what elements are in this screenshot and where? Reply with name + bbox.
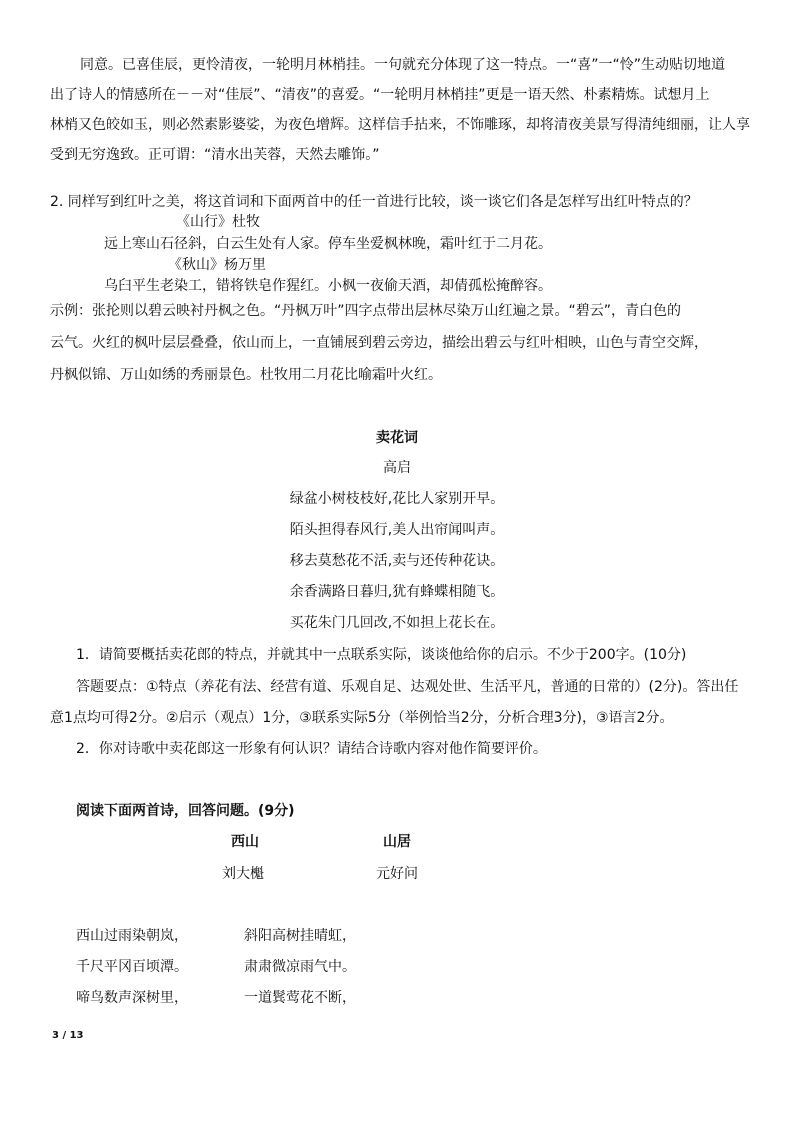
poem-maihua-line-4: 余香满路日暮归,犹有蜂蝶相随飞。 xyxy=(289,584,505,600)
poem-shanju-line-1: 斜阳高树挂晴虹， xyxy=(244,928,356,944)
poem-xishan-line-1: 西山过雨染朝岚， xyxy=(76,928,188,944)
maihua-answer-line-2: 意1点均可得2分。②启示（观点）1分，③联系实际5分（举例恰当2分，分析合理3分)，③语言2分。 xyxy=(50,710,674,726)
poem-shanju-title: 山居 xyxy=(383,834,411,850)
poem-maihua-line-5: 买花朱门几回改,不如担上花长在。 xyxy=(289,615,505,631)
poem-shanju-line-3: 一道鬂莺花不断， xyxy=(244,990,356,1006)
poem-qiushan-title: 《秋山》杨万里 xyxy=(168,257,266,273)
page-number: 3 / 13 xyxy=(52,1030,84,1041)
poem-maihua-line-2: 陌头担得春风行,美人出帘闻叫声。 xyxy=(289,522,505,538)
poem-maihua-author: 高启 xyxy=(383,460,411,476)
example-line-1: 示例：张抡则以碧云映衬丹枫之色。“丹枫万叶”四字点带出层林尽染万山红遍之景。“碧云”，青白色的 xyxy=(50,303,682,319)
intro-line-3: 林梢又色皎如玉，则必然素影婆娑，为夜色增辉。这样信手拈来，不饰雕琢，却将清夜美景写得清纯细丽，让人享 xyxy=(50,117,750,133)
reading-heading: 阅读下面两首诗，回答问题。(9分) xyxy=(76,803,295,819)
maihua-question-2: 2．你对诗歌中卖花郎这一形象有何认识？请结合诗歌内容对他作简要评价。 xyxy=(76,741,547,757)
example-line-2: 云气。火红的枫叶层层叠叠，依山而上，一直铺展到碧云旁边，描绘出碧云与红叶相映，山色与青空交辉， xyxy=(50,335,708,351)
poem-maihua-line-1: 绿盆小树枝枝好,花比人家别开早。 xyxy=(289,491,505,507)
poem-qiushan-text: 乌臼平生老染工，错将铁皂作猩红。小枫一夜偷天酒，却倩孤松掩醉容。 xyxy=(104,278,552,294)
poem-xishan-line-2: 千尺平冈百顷潭。 xyxy=(76,959,188,975)
poem-xishan-line-3: 啼鸟数声深树里， xyxy=(76,990,188,1006)
maihua-answer-line-1: 答题要点：①特点（养花有法、经营有道、乐观自足、达观处世、生活平凡，普通的日常的）(2分)。答出任 xyxy=(76,679,739,695)
poem-shanxing-title: 《山行》杜牧 xyxy=(176,214,260,230)
poem-xishan-author: 刘大櫆 xyxy=(222,866,264,882)
poem-shanxing-text: 远上寒山石径斜，白云生处有人家。停车坐爱枫林晚，霜叶红于二月花。 xyxy=(104,236,552,252)
poem-maihua-line-3: 移去莫愁花不活,卖与还传种花诀。 xyxy=(289,553,505,569)
maihua-question-1: 1．请简要概括卖花郎的特点，并就其中一点联系实际，谈谈他给你的启示。不少于200字。(10分) xyxy=(76,647,687,663)
intro-line-4: 受到无穷逸致。正可谓：“清水出芙蓉，天然去雕饰。” xyxy=(50,147,380,163)
poem-shanju-line-2: 肃肃微凉雨气中。 xyxy=(244,959,356,975)
intro-line-2: 出了诗人的情感所在－－对“佳辰”、“清夜”的喜爱。“一轮明月林梢挂”更是一语天然、朴素精炼。试想月上 xyxy=(50,87,710,103)
poem-shanju-author: 元好问 xyxy=(376,866,418,882)
poem-maihua-title: 卖花词 xyxy=(376,430,418,446)
intro-line-1: 同意。已喜佳辰，更怜清夜，一轮明月林梢挂。一句就充分体现了这一特点。一“喜”一“怜”生动贴切地道 xyxy=(80,57,726,73)
question-2-prompt: 2. 同样写到红叶之美，将这首词和下面两首中的任一首进行比较，谈一谈它们各是怎样写出红叶特点的？ xyxy=(50,194,698,210)
example-line-3: 丹枫似锦、万山如绣的秀丽景色。杜牧用二月花比喻霜叶火红。 xyxy=(50,367,442,383)
poem-xishan-title: 西山 xyxy=(231,834,259,850)
